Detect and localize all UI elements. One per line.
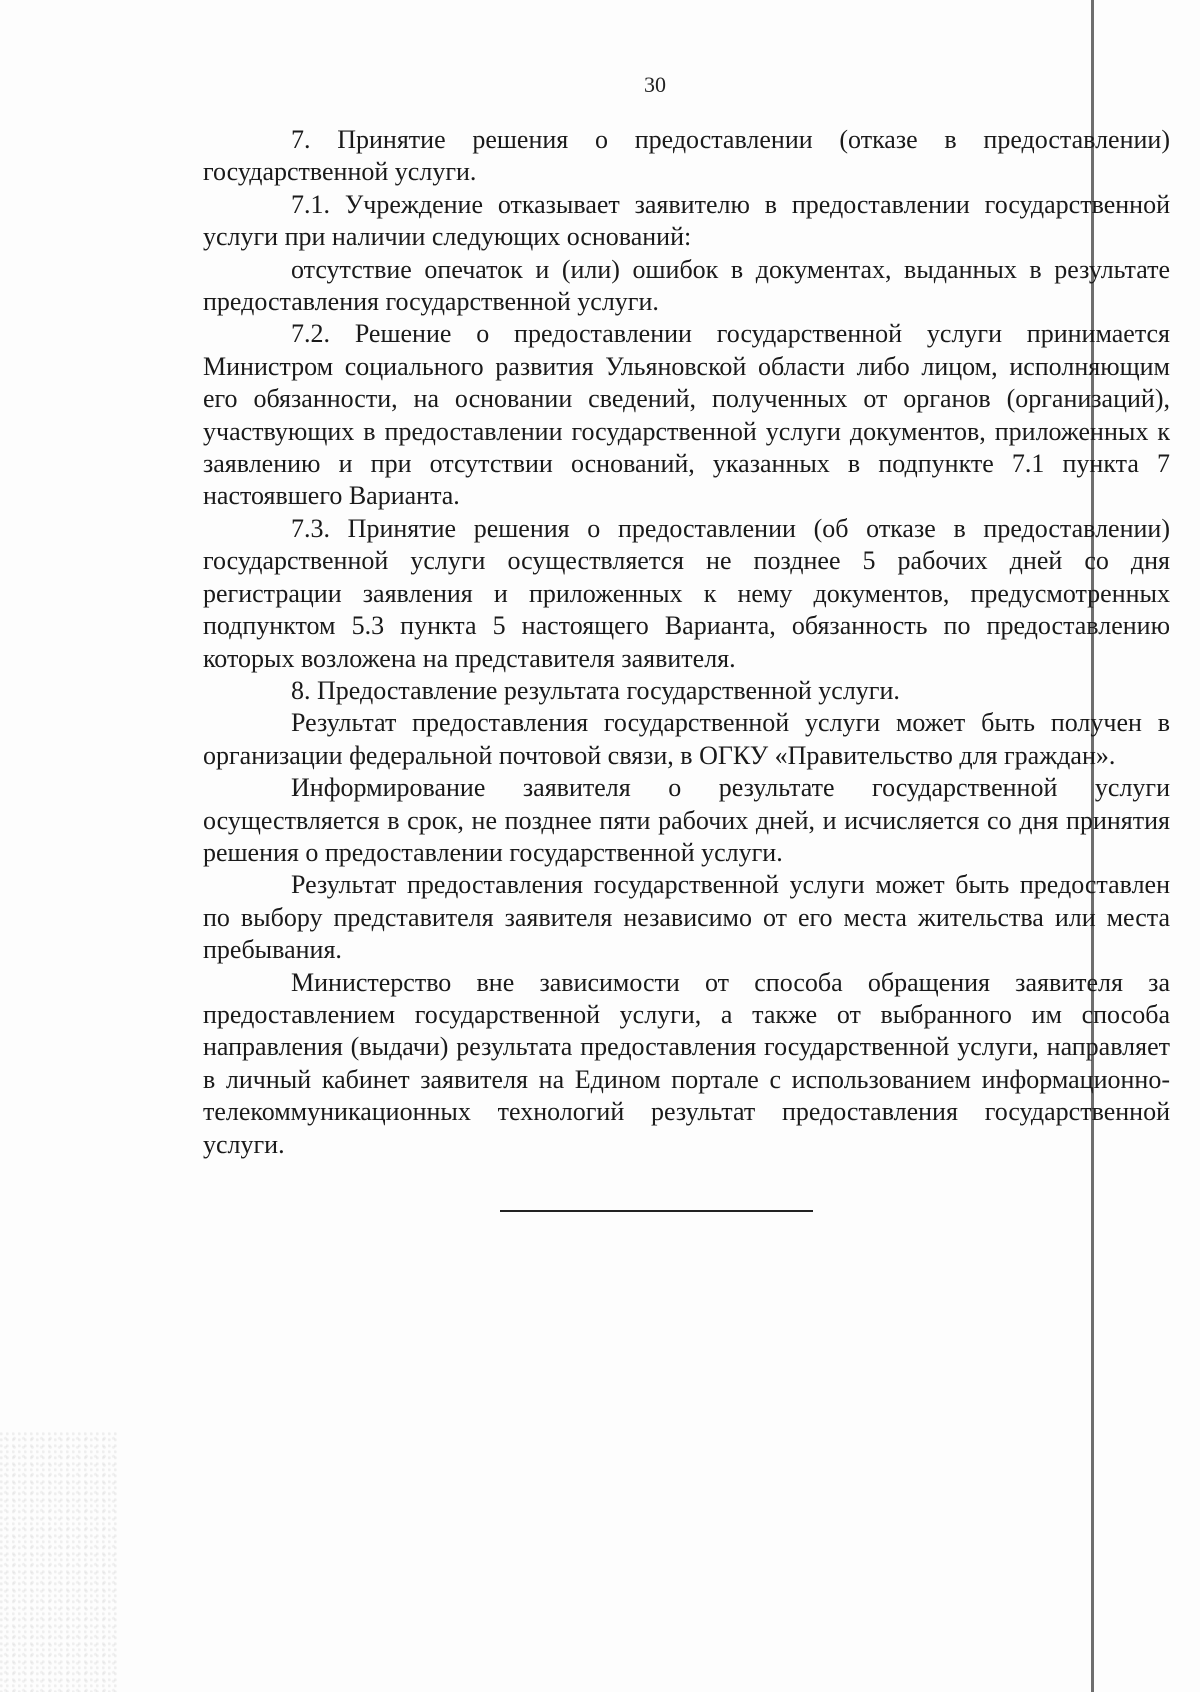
paragraph-8-result: Результат предоставления государственной услуги может быть получен в организации федеральной почтовой связи, в ОГКУ «Правительство для граждан». xyxy=(203,708,1170,770)
paragraph-8-informing: Информирование заявителя о результате государственной услуги осуществляется в срок, не позднее пяти рабочих дней, и исчисляется со дня принятия решения о предоставлении государственной услуги. xyxy=(203,773,1170,867)
paragraph-8-choice: Результат предоставления государственной услуги может быть предоставлен по выбору представителя заявителя независимо от его места жительства или места пребывания. xyxy=(203,870,1170,965)
paragraph-7-heading: 7. Принятие решения о предоставлении (отказе в предоставлении) государственной услуги. xyxy=(203,125,1170,187)
paragraph-7-3: 7.3. Принятие решения о предоставлении (об отказе в предоставлении) государственной услуги осуществляется не позднее 5 рабочих дней со дня регистрации заявления и приложенных к нему документов, предусмотренных подпунктом 5.3 пункта 5 настоящего Варианта, обязанность по предоставлению которых возложена на представителя заявителя. xyxy=(203,513,1170,673)
scan-noise xyxy=(0,1432,120,1692)
paragraph-8-ministry: Министерство вне зависимости от способа обращения заявителя за предоставлением государственной услуги, а также от выбранного им способа направления (выдачи) результата предоставления государственной услуги, направляет в личный кабинет заявителя на Едином портале с использованием информационно-телекоммуникационных технологий результат предоставления государственной услуги. xyxy=(203,967,1170,1159)
paragraph-7-1: 7.1. Учреждение отказывает заявителю в предоставлении государственной услуги при наличии следующих оснований: xyxy=(203,189,1170,252)
paragraph-7-1-ground: отсутствие опечаток и (или) ошибок в документах, выданных в результате предоставления государственной услуги. xyxy=(203,254,1170,317)
paragraph-8-heading: 8. Предоставление результата государственной услуги. xyxy=(291,675,900,705)
end-divider xyxy=(500,1210,813,1212)
page-number: 30 xyxy=(644,72,666,97)
document-body xyxy=(203,124,1170,1161)
paragraph-7-2: 7.2. Решение о предоставлении государственной услуги принимается Министром социального развития Ульяновской области либо лицом, исполняющим его обязанности, на основании сведений, полученных от органов (организаций), участвующих в предоставлении государственной услуги документов, приложенных к заявлению и при отсутствии оснований, указанных в подпункте 7.1 пункта 7 настоявшего Варианта. xyxy=(203,319,1170,511)
